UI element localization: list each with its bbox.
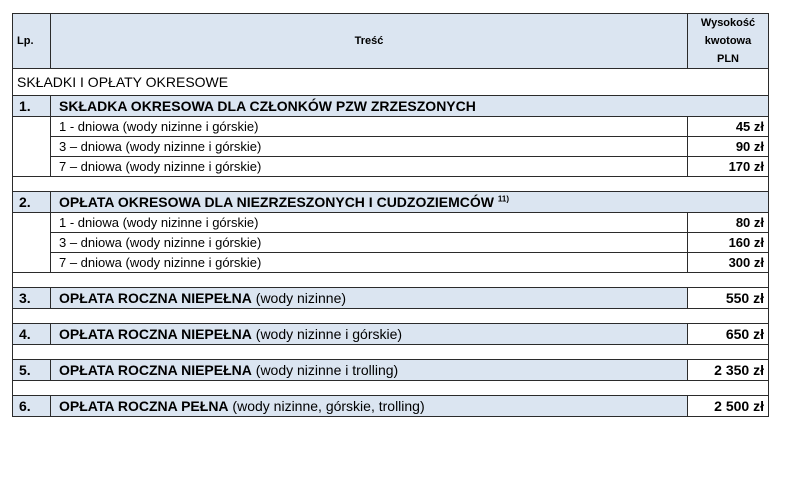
row-label: 3 – dniowa (wody nizinne i górskie) [51, 233, 688, 253]
table-row [13, 233, 769, 253]
category-number: 6. [13, 396, 51, 417]
category-title: OPŁATA ROCZNA PEŁNA [59, 398, 229, 414]
header-kwota [688, 14, 769, 69]
row-amount: 90 zł [688, 137, 769, 157]
spacer-row [13, 273, 769, 288]
category-number: 1. [13, 96, 51, 117]
category-row-1 [13, 96, 769, 117]
section-row [13, 69, 769, 96]
table-row [13, 253, 769, 273]
section-title: SKŁADKI I OPŁATY OKRESOWE [13, 69, 769, 96]
category-note: (wody nizinne) [251, 290, 347, 306]
category-title-cell [51, 396, 688, 417]
category-title-cell [51, 360, 688, 381]
row-amount: 550 zł [688, 288, 769, 309]
spacer-row [13, 177, 769, 192]
header-lp: Lp. [13, 14, 51, 69]
spacer-row [13, 309, 769, 324]
header-kwota-line1: Wysokość [700, 17, 756, 29]
row-amount: 160 zł [688, 233, 769, 253]
category-note: (wody nizinne, górskie, trolling) [228, 398, 425, 414]
table-row [13, 157, 769, 177]
category-note: (wody nizinne i górskie) [251, 326, 403, 342]
row-amount: 80 zł [688, 213, 769, 233]
header-tresc: Treść [51, 14, 688, 69]
header-kwota-line3: PLN [717, 53, 739, 65]
category-number: 5. [13, 360, 51, 381]
row-amount: 2 500 zł [688, 396, 769, 417]
category-title-cell [51, 288, 688, 309]
category-title-cell [51, 192, 769, 213]
category-row-2 [13, 192, 769, 213]
row-amount: 2 350 zł [688, 360, 769, 381]
spacer-row [13, 381, 769, 396]
category-title-cell [51, 324, 688, 345]
row-amount: 170 zł [688, 157, 769, 177]
category-number: 2. [13, 192, 51, 213]
category-title: OPŁATA ROCZNA NIEPEŁNA [59, 290, 252, 306]
category-title: SKŁADKA OKRESOWA DLA CZŁONKÓW PZW ZRZESZONYCH [51, 96, 769, 117]
fees-table [12, 13, 769, 417]
row-label: 1 - dniowa (wody nizinne i górskie) [51, 213, 688, 233]
row-amount: 45 zł [688, 117, 769, 137]
category-note: (wody nizinne i trolling) [251, 362, 399, 378]
row-label: 1 - dniowa (wody nizinne i górskie) [51, 117, 688, 137]
category-title: OPŁATA ROCZNA NIEPEŁNA [59, 362, 252, 378]
category-row-3 [13, 288, 769, 309]
row-label: 7 – dniowa (wody nizinne i górskie) [51, 253, 688, 273]
row-amount: 300 zł [688, 253, 769, 273]
table-row [13, 213, 769, 233]
category-number: 4. [13, 324, 51, 345]
category-title: OPŁATA OKRESOWA DLA NIEZRZESZONYCH I CUDZOZIEMCÓW [59, 194, 495, 210]
category-number: 3. [13, 288, 51, 309]
category-row-5 [13, 360, 769, 381]
spacer-row [13, 345, 769, 360]
row-label: 7 – dniowa (wody nizinne i górskie) [51, 157, 688, 177]
table-row [13, 137, 769, 157]
header-row [13, 14, 769, 69]
row-amount: 650 zł [688, 324, 769, 345]
category-row-6 [13, 396, 769, 417]
row-label: 3 – dniowa (wody nizinne i górskie) [51, 137, 688, 157]
category-row-4 [13, 324, 769, 345]
table-row [13, 117, 769, 137]
category-title: OPŁATA ROCZNA NIEPEŁNA [59, 326, 252, 342]
footnote-marker: 11) [497, 194, 510, 204]
header-kwota-line2: kwotowa [704, 35, 752, 47]
